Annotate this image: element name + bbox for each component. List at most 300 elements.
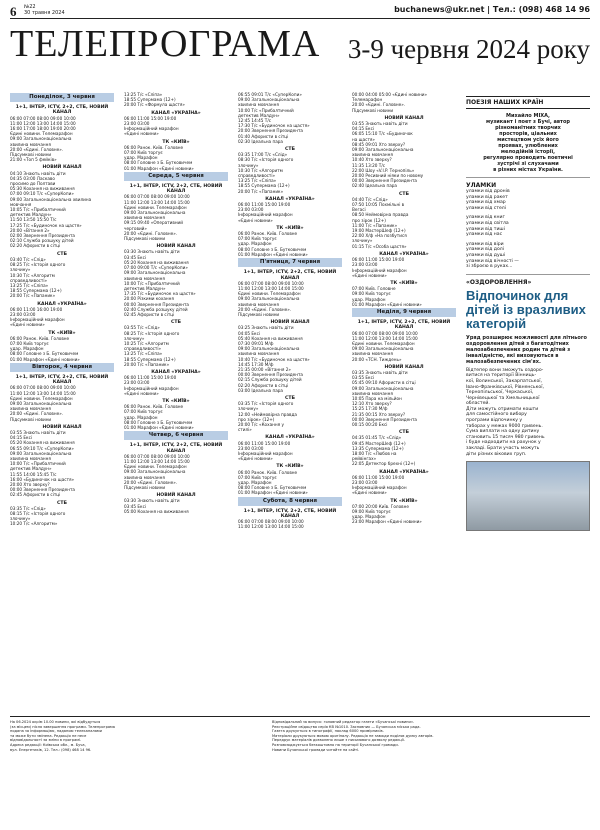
channel-name: СТБ: [170, 320, 181, 326]
program-line: 13:25 Т/с «Сліпа»: [238, 178, 277, 184]
program-line: 18:55 Супермама (12+): [10, 288, 62, 294]
program-line: 20:00 «ТСН. Тиждень»: [352, 356, 402, 362]
poem-line: уламки від нас: [466, 232, 503, 238]
program-line: 09:00 Загальнонаціональна: [352, 147, 414, 153]
poetry-bio-line: просторів, ціальних: [499, 131, 557, 137]
program-line: 05:20 Кохання на виживання: [124, 259, 189, 265]
program-line: 05:00 Кохання на виживання: [124, 508, 189, 514]
program-line: 02:15 Служба розшуку дітей: [238, 377, 302, 383]
program-line: 04:35 03:00 Ласкаво: [10, 175, 55, 181]
program-line: 08:00 Головне з Б. Бутковичем: [124, 160, 193, 166]
program-line: 11:00 12:00 13:00 14:00 15:00: [238, 285, 304, 291]
program-line: 20:00 «Єдині. Головне».: [10, 411, 64, 417]
program-line: 03:55 Знають навіть діти: [352, 121, 408, 127]
program-line: 06:00 07:00 08:00 09:00 10:00: [10, 385, 76, 391]
day-header: П'ятниця, 7 червня: [238, 258, 342, 267]
poetry-bio-line: мелодійній історії,: [500, 149, 556, 155]
program-line: 11:00 Т/с «Папаник»: [352, 222, 398, 228]
poem-line: уламки від віри: [466, 241, 504, 247]
footer-line: Газета друкується в типографії, наклад 6000 примірників.: [272, 729, 384, 734]
article-body-line: Чернівецької та Хмельницької: [466, 395, 540, 401]
program-line: 03:55 Ексі: [352, 375, 375, 381]
program-line: удар. Марафон: [238, 480, 272, 486]
program-line: 20:00 «Єдині. Головне».: [124, 230, 178, 236]
poetry-bio-line: мистецтвом усіх його: [497, 137, 559, 143]
program-line: 07:30 09:01 М/ф: [238, 340, 274, 346]
program-line: 06:05 15:10 Т/с «Будиночок: [352, 131, 413, 137]
program-line: Єдині новини. Телемарафон: [238, 291, 301, 297]
footer-line: Розповсюджується безкоштовно на території Бучанської громади.: [272, 742, 399, 747]
program-line: 01:00 Марафон «Єдині новини»: [124, 424, 194, 430]
day-header: Вівторок, 4 червня: [10, 363, 114, 372]
program-line: 20:00 Т/с «Папаник»: [124, 361, 170, 367]
program-line: хвилина мовчання: [352, 351, 393, 357]
article-body-line: таборах у межах 9000 гривень.: [466, 423, 543, 429]
program-line: 00:00 Звернення Президента: [10, 487, 75, 493]
divider: [466, 177, 590, 178]
article-body-line: Тернопільської, Черкаської,: [466, 390, 534, 396]
article-body-line: програми відпочинку у: [466, 418, 523, 424]
article-body-line: Сума виплати на одну дитину: [466, 429, 540, 435]
program-line: Єдині новини. Телемарафон: [352, 340, 415, 346]
channel-name: СТБ: [56, 500, 67, 506]
program-line: 08:00 Головне з Б. Бутковичем: [124, 419, 193, 425]
poem-line: уламки від ракет: [466, 194, 508, 200]
poem-title: УЛАМКИ: [466, 182, 497, 189]
article-photo: [466, 461, 590, 531]
program-line: на щастя»: [352, 136, 375, 142]
poem-line: зі зброєю в руках...: [466, 264, 513, 270]
footer-line: Відповідальний за випуск: головний редактор газети «Бучанські новини».: [272, 720, 415, 724]
program-line: 18:55 Супермама (12+): [124, 356, 176, 362]
channel-name: КАНАЛ «УКРАЇНА»: [265, 196, 315, 202]
program-line: Підсумкові новини: [124, 485, 166, 491]
channel-name: ТК «КИЇВ»: [276, 225, 304, 231]
program-line: 09:00 Загальнонаціональна: [352, 346, 414, 352]
program-line: 10:00 Т/с «Прибалтичний: [238, 107, 294, 113]
program-line: 06:55 09:10 Т/с «СуперКопи»: [10, 445, 74, 451]
article-body: [466, 368, 590, 458]
program-line: 09:00 Загальнонаціональна: [238, 296, 300, 302]
program-line: 20:00 «Єдині. Головне».: [352, 102, 406, 108]
program-line: «Єдині новини»: [124, 390, 159, 396]
program-line: справедливості»: [238, 173, 276, 179]
program-line: 06:00 07:00 08:00 09:00 10:00: [10, 115, 76, 121]
channel-name: КАНАЛ «УКРАЇНА»: [151, 369, 201, 375]
program-line: 01:00 Марафон «Єдині новини»: [10, 356, 80, 362]
program-line: 01:00 Марафон «Єдині новини»: [238, 251, 308, 257]
program-line: Єдині новини. Телемарафон: [10, 395, 73, 401]
channel-name: НОВИЙ КАНАЛ: [156, 493, 196, 499]
program-line: 23:00 03:00: [352, 262, 378, 268]
program-line: 01:00 Марафон «Єдині новини»: [238, 490, 308, 496]
channel-name: КАНАЛ «УКРАЇНА»: [379, 251, 429, 257]
program-line: 02:20 Афористи в сітці: [10, 243, 61, 249]
program-line: 05:40 Кохання на виживання: [238, 335, 303, 341]
program-line: 02:40 Ідеальна пара: [352, 183, 397, 189]
program-line: 00:00 Звернення Президента: [124, 301, 189, 307]
program-line: Єдині новини. Телемарафон: [10, 131, 73, 137]
rubric-label: «ОЗДОРОВЛЕННЯ»: [466, 278, 532, 286]
program-line: 10:00 Т/с «Прибалтичний: [10, 461, 66, 467]
program-line: Інформаційний марафон: [238, 212, 293, 218]
program-line: удар. Марафон: [238, 241, 272, 247]
channel-name: КАНАЛ «УКРАЇНА»: [379, 469, 429, 475]
program-line: 06:00 11:00 15:00 19:00: [238, 202, 291, 208]
program-line: Інформаційний марафон: [10, 317, 65, 323]
program-line: 07:00 20:00 Київ. Головне: [352, 503, 409, 509]
channel-name: ТК «КИЇВ»: [162, 398, 190, 404]
footer-left: [10, 720, 260, 752]
program-line: 06:00 11:00 15:00 19:00: [124, 375, 177, 381]
channel-name: СТБ: [398, 430, 409, 436]
program-line: 14:45 17:30 М/ф: [238, 361, 274, 367]
program-line: Інформаційний марафон: [352, 485, 407, 491]
program-line: 23:00 03:00: [124, 380, 150, 386]
program-line: 18:00 Т/с «Любов на: [352, 451, 397, 456]
article-body-line: Відтепер вони зможуть оздоро-: [466, 367, 544, 373]
channel-name: ТК «КИЇВ»: [162, 139, 190, 145]
channel-name: ТК «КИЇВ»: [276, 464, 304, 470]
channel-name: 1+1, ІНТЕР, ICTV, 2+2, СТБ, НОВИЙ КАНАЛ: [357, 320, 451, 331]
program-line: 11:55 14:00 15:45 Т/с: [10, 471, 57, 477]
program-line: хвилина мовчання: [10, 406, 51, 412]
program-line: 05:30 Кохання на виживання: [10, 186, 75, 192]
program-line: 20:00 Т/с «Кохання у: [238, 421, 284, 427]
program-line: 02:45 Афористи в сітці: [124, 311, 175, 317]
program-line: хвилина мовчання: [10, 456, 51, 461]
program-line: 06:00 11:00 15:00 19:00: [352, 257, 405, 263]
program-line: 07:00 Київ торгує: [238, 474, 277, 480]
channel-name: КАНАЛ «УКРАЇНА»: [151, 110, 201, 116]
program-line: 02:30 Ідеальна пара: [238, 138, 283, 144]
program-line: 03:55 Т/с «Слід»: [124, 325, 160, 331]
program-line: злочину»: [352, 238, 373, 244]
poetry-bio-line: регулярно проводить поетичні: [483, 155, 573, 161]
program-line: 00:00 Звернення Президента: [352, 416, 417, 422]
program-line: 09:00 Загальнонаціональна: [124, 270, 186, 276]
program-line: Телемарафон: [352, 97, 383, 103]
program-line: 07:00 09:10 Т/с «СуперКопи»: [10, 191, 74, 197]
poem-line: уламки від стелі: [466, 205, 507, 211]
channel-name: НОВИЙ КАНАЛ: [384, 115, 424, 121]
tv-schedule-columns: [10, 92, 458, 708]
program-line: 04:35 01:45 Т/с «Слід»: [352, 435, 402, 441]
footer-line: Адреса редакції: Київська обл., м. Буча,: [10, 742, 86, 747]
program-line: 09:00 Київ торгує: [352, 509, 391, 515]
program-line: 03:00 Ідеальна пара: [238, 387, 283, 393]
program-line: 17:25 Т/с «Будиночок на щастя»: [10, 222, 82, 228]
poetry-bio-line: музикант і поет з Бучі, автор: [486, 119, 570, 125]
program-line: 08:00 Головне з Б. Бутковичем: [238, 485, 307, 491]
article-body-line: і буде надходити на рахунок у: [466, 440, 541, 446]
contact-info: buchanews@ukr.net | Тел.: (098) 468 14 96: [394, 5, 590, 14]
program-line: 03:35 Знають навіть діти: [352, 369, 408, 375]
program-line: справедливості»: [10, 277, 48, 283]
program-line: 08:25 Т/с «Історія одного: [124, 330, 180, 336]
footer-line: подана за інформацією, наданою телеканалами: [10, 729, 102, 734]
channel-name: НОВИЙ КАНАЛ: [42, 165, 82, 171]
channel-name: НОВИЙ КАНАЛ: [270, 320, 310, 326]
program-line: 10:05 Т/с «Прибалтичний: [10, 207, 66, 213]
program-line: 06:00 11:00 16:00 19:00: [10, 306, 63, 312]
program-line: 03:45 Ексі: [124, 254, 147, 260]
program-line: детектив Малдун»: [10, 466, 52, 472]
footer-line: (за місцем) після завершення програми. Телепрограма: [10, 724, 115, 729]
day-header: Субота, 8 червня: [238, 497, 342, 506]
program-line: 17:30 Т/с «Будиночок на щастя»: [238, 123, 310, 129]
footer-line: Передрук матеріалів дозволено лише з письмового дозволу редакції.: [272, 738, 405, 743]
program-line: 12:10 Хто зверху?: [352, 401, 392, 407]
program-line: Інформаційний марафон: [124, 385, 179, 391]
program-line: 06:00 07:00 08:00 09:00 10:00: [124, 194, 190, 200]
program-line: 03:35 Т/с «Слід»: [10, 505, 46, 511]
program-line: 07:00 Київ торгує: [124, 150, 163, 156]
article-headline: Відпочинок для дітей із вразливих категорій: [466, 287, 586, 331]
poem-line: уламки від хмар: [466, 200, 506, 206]
program-line: 23:00 03:00: [238, 445, 264, 451]
program-line: 09:00 Загальнонаціональна: [352, 385, 414, 391]
program-line: 04:40 Т/с «Слід»: [352, 196, 388, 202]
channel-name: 1+1, ІНТЕР, ICTV, 2+2, СТБ, НОВИЙ КАНАЛ: [15, 374, 109, 386]
date-range: 3-9 червня 2024 року: [347, 34, 590, 64]
program-line: 22:00 Х/ф «На позбутися: [352, 233, 407, 239]
program-line: 11:00 12:00 13:00 14:00 15:00: [124, 459, 190, 464]
program-line: 10:25 Т/с «Алгоритм: [124, 340, 169, 346]
program-line: 20:00 Різкими кохання: [124, 296, 174, 302]
program-line: 20:00 Т/с «Папаник»: [10, 293, 56, 299]
program-line: 20:00 «Єдині. Головне».: [238, 306, 292, 312]
footer-line: вул. Енергетиків, 12. Тел.: (098) 468 14 96.: [10, 747, 92, 752]
program-line: 07:00 Київ. Головне: [352, 286, 396, 292]
program-line: хвилина мовчання: [124, 275, 165, 281]
program-line: «Єдині новини»: [238, 456, 273, 462]
poetry-intro: [466, 113, 590, 173]
program-line: стилі»: [238, 427, 252, 433]
program-line: 11:00 12:00 13:00 14:00 15:00: [238, 524, 304, 530]
poetry-author: Михайло МІХА,: [506, 113, 550, 119]
program-line: хвилина мовчання: [124, 474, 165, 480]
article-body-line: становить 15 тисяч 980 гривень: [466, 434, 545, 440]
program-line: 23:00 03:00: [10, 311, 36, 317]
poem-line: уламки від світла: [466, 220, 509, 226]
program-line: 20:00 «Єдині. Головне».: [10, 146, 64, 152]
program-line: 08:00 Головне з Б. Бутковичем: [238, 246, 307, 252]
program-line: 04:15 Ексі: [10, 435, 33, 441]
program-line: 09:45 МастерШеф (12+): [352, 440, 406, 446]
program-line: Підсумкові новини: [352, 107, 394, 113]
program-line: 20:00 Т/с «Папаник»: [238, 188, 284, 194]
program-line: мовчання: [10, 201, 32, 207]
day-header: Понеділок, 3 червня: [10, 93, 114, 102]
program-line: 04:05 Ексі: [238, 330, 261, 336]
program-line: хвилина мовчання: [238, 301, 279, 307]
article-lead: Уряд розширює можливості для літнього оздоровлення дітей з багатодітних малозабезпечених родин та дітей з інвалідністю, які виховуються в малозабезпечених сім'ях.: [466, 334, 587, 365]
program-line: 17:35 Т/с «Будиночок на щастя»: [124, 291, 196, 297]
program-line: 22:05 Детектор брехні (12+): [352, 461, 416, 467]
channel-name: СТБ: [56, 251, 67, 257]
divider: [466, 274, 590, 275]
program-line: злочину»: [10, 267, 31, 273]
program-line: 03:35 Т/с «Історія одного: [238, 401, 294, 407]
program-line: злочину»: [238, 162, 259, 168]
channel-name: НОВИЙ КАНАЛ: [156, 244, 196, 250]
program-line: 00:00 Звернення Президента: [352, 178, 417, 184]
program-line: 19:00 МастерШеф (12+): [352, 228, 406, 234]
poem-line: уламки від тиші: [466, 226, 505, 232]
article-body-line: для самостійного вибору: [466, 412, 527, 418]
program-line: 20:00 Звернення Президента: [238, 128, 303, 134]
program-line: «Єдині новини»: [238, 217, 273, 223]
program-line: 08:45 09:01 Хто зверху?: [352, 141, 406, 147]
program-line: 06:00 07:00 08:00 09:00 10:00: [124, 453, 190, 459]
poetry-bio: [466, 119, 590, 173]
poetry-section-title: ПОЕЗІЯ НАШИХ КРАЇН: [466, 96, 590, 109]
program-line: Інформаційний марафон: [352, 267, 407, 273]
program-line: 06:00 11:00 15:00 19:00: [352, 474, 405, 480]
day-header: Четвер, 6 червня: [124, 431, 228, 440]
program-line: 09:00 Загальнонаціональна хвилина: [10, 196, 92, 202]
poem-text: [466, 189, 590, 270]
sidebar: [466, 96, 590, 531]
program-line: Підсумкові новини: [10, 416, 52, 422]
program-line: 08:25 Т/с «Історія одного: [10, 262, 66, 268]
program-line: 07:00 Київ торгує: [124, 409, 163, 415]
day-header: Неділя, 9 червня: [352, 308, 456, 317]
program-line: детектив Малдун»: [124, 285, 166, 291]
program-line: Підсумкові новини: [238, 311, 280, 317]
program-line: 00:00 Звернення Президента: [238, 372, 303, 378]
program-line: 08:50 Неймовірна правда: [352, 212, 409, 218]
program-line: злочину»: [124, 335, 145, 341]
program-line: 07:50 10:05 Похмільні в: [352, 202, 405, 208]
program-line: 09:00 Загальнонаціональна: [10, 136, 72, 142]
program-line: про зірок» (12+): [238, 416, 275, 422]
program-line: 04:10 Знають навіть діти: [10, 170, 66, 176]
program-line: 20:00 Ресивний ніяки по новому: [352, 173, 424, 179]
program-line: 02:00 Звернення Президента: [10, 233, 75, 239]
program-line: 11:00 12:00 13:00 14:00 15:00: [10, 120, 76, 126]
footer-line: та може бути змінена. Редакція не несе: [10, 733, 87, 738]
channel-name: 1+1, ІНТЕР, ICTV, 2+2, СТБ, НОВИЙ КАНАЛ: [243, 508, 337, 520]
program-line: «Єдині новини»: [124, 131, 159, 137]
program-line: 02:20 Афористи в сітці: [238, 382, 289, 388]
program-line: 08:00 Головне з Б. Бутковичем: [10, 351, 79, 357]
program-line: 06:00 Ранок. Київ. Головне: [238, 231, 298, 237]
footer-line: Реєстраційне свідоцтво серія КВ №1010. Засновник — Бучанська міська рада.: [272, 724, 421, 729]
program-line: 02:10 Служба розшуку дітей: [10, 238, 74, 244]
day-header: Середа, 5 червня: [124, 172, 228, 181]
program-line: 01:00 Марафон «Єдині новини»: [124, 165, 194, 171]
page-title: ТЕЛЕПРОГРАМА: [10, 23, 321, 65]
poem-line: уламки від книг: [466, 215, 505, 221]
program-line: 06:00 07:00 08:00 09:00 10:00: [352, 330, 418, 336]
article-body-line: витися на території Вінниць-: [466, 373, 537, 379]
program-line: 21:35 00:00 «Вітання 2»: [238, 366, 291, 372]
program-line: «Єдині новини»: [10, 322, 45, 328]
program-line: 02:40 Служба розшуку дітей: [124, 306, 188, 312]
program-line: Єдині новини. Телемарафон: [124, 204, 187, 210]
program-line: черговий»: [124, 225, 147, 231]
program-line: 06:00 Ранок. Київ. Головне: [124, 404, 184, 410]
program-line: про зірок (12+): [352, 217, 386, 223]
program-line: удар. Марафон: [352, 514, 386, 520]
channel-name: 1+1, ІНТЕР, ICTV, 2+2, СТБ, НОВИЙ КАНАЛ: [129, 184, 223, 195]
program-line: 00:00 04:00 05:00 «Єдині новини»: [352, 92, 428, 97]
program-line: хвилина мовчання: [352, 152, 393, 158]
program-line: Підсумкові новини: [124, 236, 166, 242]
channel-name: СТБ: [398, 191, 409, 197]
footer-line: відповідальності за зміни в програмі.: [10, 738, 82, 743]
program-line: 21:35 00:15 Хто зверху?: [352, 411, 406, 417]
program-line: 23:00 03:00: [352, 480, 378, 486]
program-line: 00:15 00:20 Ексі: [352, 421, 388, 427]
channel-name: КАНАЛ «УКРАЇНА»: [37, 301, 87, 307]
program-line: удар. Марафон: [124, 414, 158, 420]
program-line: 20:00 «Єдині. Головне».: [124, 479, 178, 485]
program-line: хвилина мовчання: [352, 390, 393, 396]
poem-line: уламки від дронів: [466, 189, 510, 194]
program-line: 18:55 Супермама (12+): [124, 97, 176, 103]
channel-name: ТК «КИЇВ»: [390, 280, 418, 286]
program-line: 09:00 Київ торгує: [352, 291, 391, 297]
program-line: 05:45 09:10 Афористи в сітці: [352, 380, 416, 386]
program-line: 02:45 Афористи в сітці: [10, 492, 61, 498]
program-line: Інформаційний марафон: [238, 451, 293, 456]
issue-number: №22: [24, 4, 36, 10]
program-line: 15:25 17:30 М/ф: [352, 406, 388, 412]
program-line: 01:15 Т/с «Особа щастя»: [352, 243, 407, 249]
program-line: 11:00 12:00 13:00 14:00 15:00: [10, 390, 76, 396]
program-line: 16:00 «Будиночок на щастя»: [10, 476, 75, 482]
channel-name: 1+1, ІНТЕР, ICTV, 2+2, СТБ, НОВИЙ КАНАЛ: [243, 270, 337, 281]
issue-date: 30 травня 2024: [24, 10, 65, 16]
program-line: 08:30 Т/с «Історія одного: [238, 157, 294, 163]
program-line: 06:55 09:01 Т/с «СуперКопи»: [238, 92, 302, 97]
program-line: хвилина мовчання: [10, 141, 51, 147]
program-line: 10:30 Т/с «Алгоритм: [10, 272, 55, 278]
program-line: 06:00 Ранок. Київ. Головне: [10, 335, 70, 341]
issue-info: [24, 4, 65, 16]
poetry-bio-line: в різних містах України.: [493, 167, 563, 173]
program-line: 23:00 03:00: [238, 207, 264, 213]
program-line: 06:00 11:00 15:00 19:00: [124, 115, 177, 121]
channel-name: НОВИЙ КАНАЛ: [42, 424, 82, 430]
program-line: 01:40 Афористи в сітці: [238, 133, 289, 139]
footer-line: Матеріали друкуються мовою оригіналу. Редакція не завжди поділяє думку авторів.: [272, 733, 434, 738]
program-line: 16:00 17:00 18:00 19:00 20:00: [10, 126, 76, 132]
program-line: 03:45 Ексі: [124, 503, 147, 509]
program-line: удар. Марафон: [124, 155, 158, 161]
program-line: 10:00 Т/с «Прибалтичний: [124, 280, 180, 286]
channel-name: КАНАЛ «УКРАЇНА»: [265, 435, 315, 441]
program-line: «Єдині новини»: [352, 490, 387, 496]
program-line: рейвінгах»: [352, 456, 377, 462]
program-line: 21:00 «Топ 5 фейків»: [10, 157, 57, 163]
program-line: 07:00 Київ торгує: [238, 236, 277, 242]
program-line: 06:00 11:00 15:00 19:00: [238, 440, 291, 446]
channel-name: 1+1, ІНТЕР, ICTV, 2+2, СТБ, НОВИЙ КАНАЛ: [129, 443, 223, 454]
poem-line: уламки від душі: [466, 252, 506, 258]
poem-line: уламки від долі: [466, 247, 504, 253]
program-line: 06:00 Ранок. Київ. Головне: [124, 144, 184, 150]
program-line: 13:25 Т/с «Сліпа»: [124, 92, 163, 97]
schedule-column: [352, 92, 456, 708]
article-body-line: Діти можуть отримати кошти: [466, 406, 539, 412]
poetry-bio-line: зустрічі зі слухачами: [497, 161, 559, 167]
program-line: 10:30 Т/с «Алгоритм: [238, 167, 283, 173]
program-line: 11:00 12:00 13:00 14:00 15:00: [124, 199, 190, 205]
